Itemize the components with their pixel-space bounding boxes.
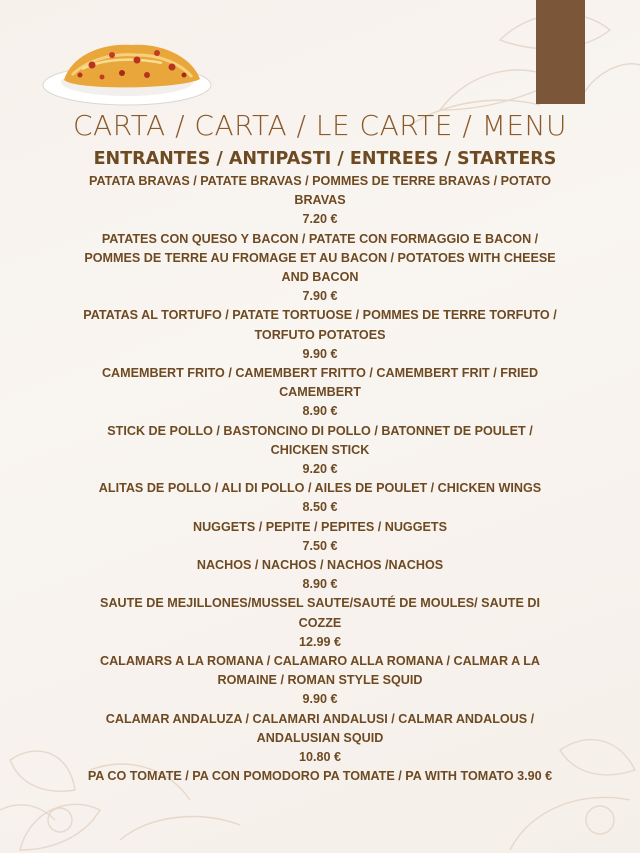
menu-item-name: PATATA BRAVAS / PATATE BRAVAS / POMMES DE TERRE BRAVAS / POTATO BRAVAS <box>88 174 551 208</box>
menu-item-name: STICK DE POLLO / BASTONCINO DI POLLO / BATONNET DE POULET / CHICKEN STICK <box>107 423 533 457</box>
menu-item-price: 7.50 € <box>302 538 338 553</box>
menu-item <box>80 652 560 710</box>
menu-item <box>80 767 560 786</box>
menu-item-price: 8.50 € <box>302 500 338 515</box>
menu-item-name: ALITAS DE POLLO / ALI DI POLLO / AILES DE POULET / CHICKEN WINGS <box>98 481 542 496</box>
menu-item <box>80 710 560 768</box>
menu-item-price: 9.90 € <box>302 346 338 361</box>
menu-item <box>80 172 560 230</box>
menu-item-name: SAUTE DE MEJILLONES/MUSSEL SAUTE/SAUTÉ DE MOULES/ SAUTE DI COZZE <box>100 596 540 630</box>
menu-item <box>80 518 560 556</box>
menu-item-price: 7.90 € <box>302 289 338 304</box>
section-heading-starters: ENTRANTES / ANTIPASTI / ENTREES / STARTERS <box>93 149 557 169</box>
menu-item-name: NUGGETS / PEPITE / PEPITES / NUGGETS <box>192 519 448 534</box>
menu-item-price: 12.99 € <box>298 634 342 649</box>
menu-item <box>80 306 560 364</box>
accent-bar <box>536 0 585 104</box>
menu-item-price: 8.90 € <box>302 404 338 419</box>
menu-item-price: 9.20 € <box>302 462 338 477</box>
menu-item-name: NACHOS / NACHOS / NACHOS /NACHOS <box>196 558 444 573</box>
menu-item <box>80 479 560 517</box>
menu-item-name: PATATAS AL TORTUFO / PATATE TORTUOSE / POMMES DE TERRE TORFUTO / TORFUTO POTATOES <box>83 308 557 342</box>
menu-item-price: 10.80 € <box>298 750 342 765</box>
menu-item-price: 8.90 € <box>302 577 338 592</box>
menu-item <box>80 594 560 652</box>
menu-item-price: 9.90 € <box>302 692 338 707</box>
menu-item <box>80 556 560 594</box>
menu-item-name: CALAMAR ANDALUZA / CALAMARI ANDALUSI / CALMAR ANDALOUS / ANDALUSIAN SQUID <box>105 711 535 745</box>
menu-item-price: 7.20 € <box>302 212 338 227</box>
menu-item <box>80 230 560 307</box>
menu-item-name: CAMEMBERT FRITO / CAMEMBERT FRITTO / CAMEMBERT FRIT / FRIED CAMEMBERT <box>101 366 539 400</box>
menu-item-name: PATATES CON QUESO Y BACON / PATATE CON FORMAGGIO E BACON / POMMES DE TERRE AU FROMAGE ET AU BACON / POTATOES WITH CHEESE AND BACON <box>84 231 556 285</box>
menu-title: CARTA / CARTA / LE CARTE / MENU <box>72 109 567 142</box>
menu-item-name: PA CO TOMATE / PA CON POMODORO PA TOMATE / PA WITH TOMATO 3.90 € <box>87 769 553 784</box>
menu-item <box>80 364 560 422</box>
menu-item-name: CALAMARS A LA ROMANA / CALAMARO ALLA ROMANA / CALMAR A LA ROMAINE / ROMAN STYLE SQUID <box>99 654 541 688</box>
menu-list <box>80 172 560 787</box>
pasta-dish-image <box>42 35 212 107</box>
menu-item <box>80 422 560 480</box>
